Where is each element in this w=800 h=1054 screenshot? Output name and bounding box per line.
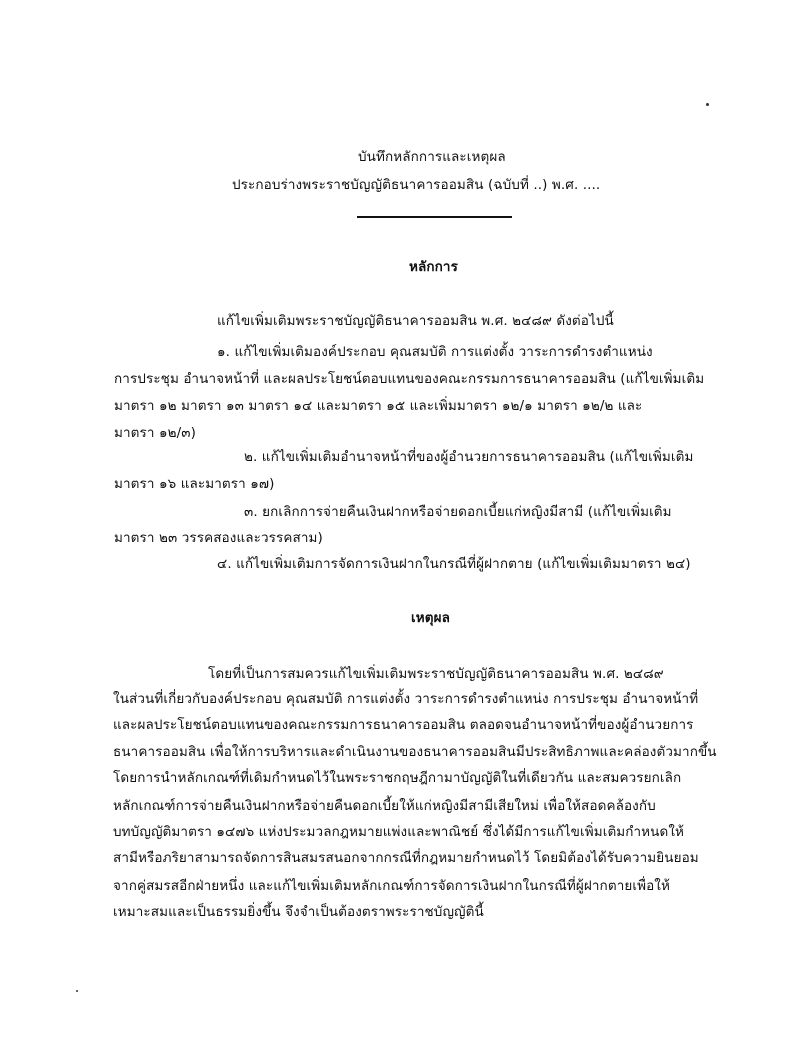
- principles-line: ๒. แก้ไขเพิ่มเติมอำนาจหน้าที่ของผู้อำนวยการธนาคารออมสิน (แก้ไขเพิ่มเติม: [244, 449, 694, 465]
- reasons-line: ในส่วนที่เกี่ยวกับองค์ประกอบ คุณสมบัติ การแต่งตั้ง วาระการดำรงตำแหน่ง การประชุม อำนาจหน้าที่: [113, 691, 699, 707]
- reasons-heading: เหตุผล: [411, 610, 450, 626]
- principles-heading: หลักการ: [409, 259, 458, 275]
- reasons-line: โดยการนำหลักเกณฑ์ที่เดิมกำหนดไว้ในพระราชกฤษฎีกามาบัญญัติในที่เดียวกัน และสมควรยกเลิก: [113, 770, 682, 786]
- document-subtitle: ประกอบร่างพระราชบัญญัติธนาคารออมสิน (ฉบับที่ ..) พ.ศ. ....: [232, 177, 601, 193]
- principles-line: มาตรา ๑๖ และมาตรา ๑๗): [114, 476, 275, 492]
- reasons-line: บทบัญญัติมาตรา ๑๔๗๖ แห่งประมวลกฎหมายแพ่งและพาณิชย์ ซึ่งได้มีการแก้ไขเพิ่มเติมกำหนดให้: [113, 824, 685, 840]
- reasons-line: หลักเกณฑ์การจ่ายคืนเงินฝากหรือจ่ายคืนดอกเบี้ยให้แก่หญิงมีสามีเสียใหม่ เพื่อให้สอดคล้องกับ: [113, 798, 656, 814]
- principles-line: มาตรา ๑๒ มาตรา ๑๓ มาตรา ๑๔ และมาตรา ๑๕ และเพิ่มมาตรา ๑๒/๑ มาตรา ๑๒/๒ และ: [114, 398, 643, 414]
- reasons-line: โดยที่เป็นการสมควรแก้ไขเพิ่มเติมพระราชบัญญัติธนาคารออมสิน พ.ศ. ๒๔๘๙: [208, 666, 664, 682]
- reasons-line: จากคู่สมรสอีกฝ่ายหนึ่ง และแก้ไขเพิ่มเติมหลักเกณฑ์การจัดการเงินฝากในกรณีที่ผู้ฝากตายเพื่อให้: [113, 878, 670, 894]
- reasons-line: และผลประโยชน์ตอบแทนของคณะกรรมการธนาคารออมสิน ตลอดจนอำนาจหน้าที่ของผู้อำนวยการ: [113, 717, 694, 733]
- title-divider: [357, 216, 512, 218]
- principles-line: ๑. แก้ไขเพิ่มเติมองค์ประกอบ คุณสมบัติ การแต่งตั้ง วาระการดำรงตำแหน่ง: [217, 344, 653, 360]
- principles-line: การประชุม อำนาจหน้าที่ และผลประโยชน์ตอบแทนของคณะกรรมการธนาคารออมสิน (แก้ไขเพิ่มเติม: [114, 371, 705, 387]
- document-title: บันทึกหลักการและเหตุผล: [358, 149, 506, 165]
- principles-line: ๓. ยกเลิกการจ่ายคืนเงินฝากหรือจ่ายดอกเบี้ยแก่หญิงมีสามี (แก้ไขเพิ่มเติม: [244, 504, 672, 520]
- scan-speck: [76, 990, 78, 992]
- reasons-line: ธนาคารออมสิน เพื่อให้การบริหารและดำเนินงานของธนาคารออมสินมีประสิทธิภาพและคล่องตัวมากขึ้น: [113, 744, 717, 760]
- reasons-line: เหมาะสมและเป็นธรรมยิ่งขึ้น จึงจำเป็นต้องตราพระราชบัญญัตินี้: [113, 904, 484, 920]
- principles-line: ๔. แก้ไขเพิ่มเติมการจัดการเงินฝากในกรณีที่ผู้ฝากตาย (แก้ไขเพิ่มเติมมาตรา ๒๔): [217, 556, 691, 572]
- principles-line: มาตรา ๒๓ วรรคสองและวรรคสาม): [114, 530, 323, 546]
- reasons-line: สามีหรือภริยาสามารถจัดการสินสมรสนอกจากกรณีที่กฎหมายกำหนดไว้ โดยมิต้องได้รับความยินยอม: [113, 850, 699, 866]
- scan-speck: [706, 103, 709, 106]
- principles-line: มาตรา ๑๒/๓): [114, 425, 196, 441]
- principles-line: แก้ไขเพิ่มเติมพระราชบัญญัติธนาคารออมสิน พ.ศ. ๒๔๘๙ ดังต่อไปนี้: [217, 313, 614, 329]
